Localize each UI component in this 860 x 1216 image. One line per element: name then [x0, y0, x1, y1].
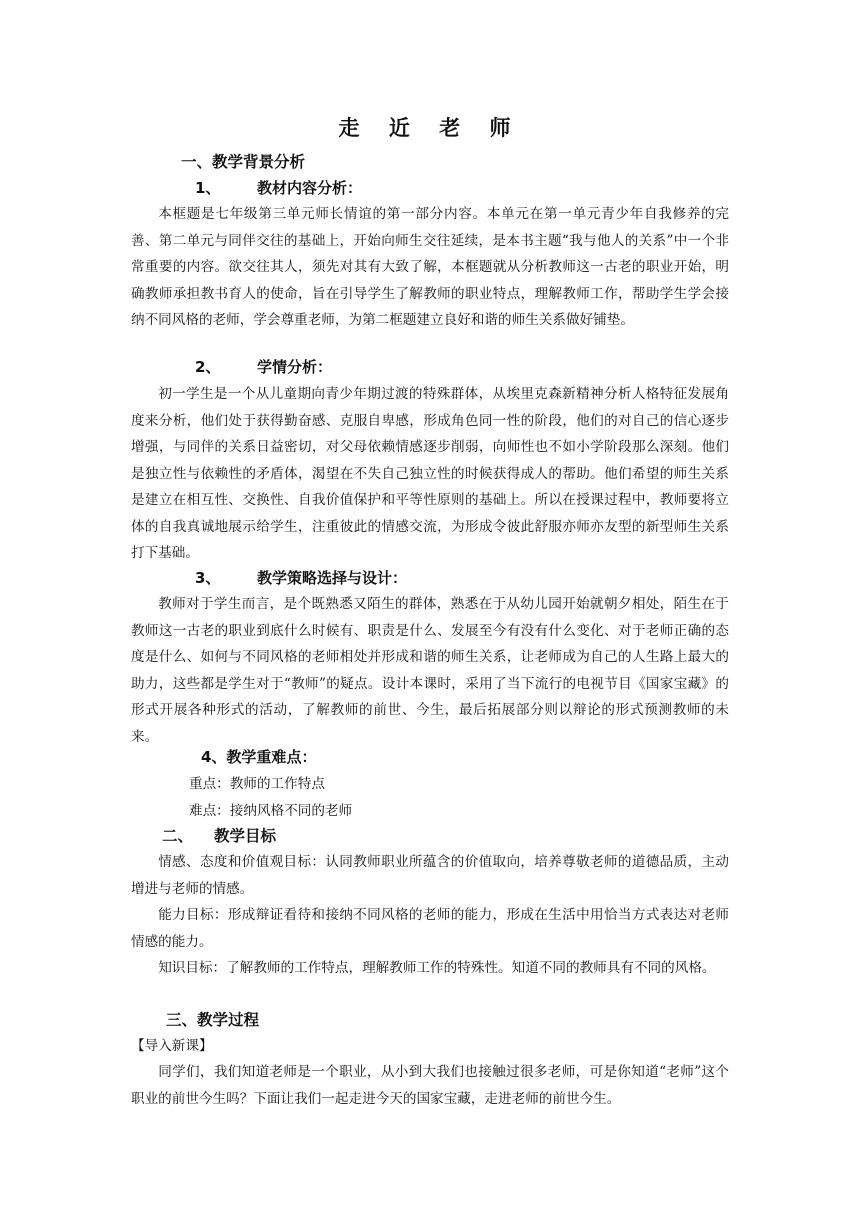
- difficulty-line: 难点：接纳风格不同的老师: [189, 803, 353, 819]
- goal-knowledge-paragraph: 知识目标：了解教师的工作特点，理解教师工作的特殊性。知道不同的教师具有不同的风格。: [158, 960, 716, 976]
- section1-heading: 一、教学背景分析: [181, 153, 306, 171]
- sub3-number: 3、: [195, 569, 221, 587]
- goal-ability-paragraph: 能力目标：形成辩证看待和接纳不同风格的老师的能力，形成在生活中用恰当方式表达对老师情感的能力。: [131, 907, 729, 950]
- sub2-paragraph: 初一学生是一个从儿童期向青少年期过渡的特殊群体，从埃里克森新精神分析人格特征发展角度来分析，他们处于获得勤奋感、克服自卑感，形成角色同一性的阶段，他们的对自己的信心逐步增强，与同伴的关系日益密切，对父母依赖情感逐步削弱，向师性也不如小学阶段那么深刻。他们是独立性与依赖性的矛盾体，渴望在不失自己独立性的时候获得成人的帮助。他们希望的师生关系是建立在相互性、交换性、自我价值保护和平等性原则的基础上。所以在授课过程中，教师要将立体的自我真诚地展示给学生，注重彼此的情感交流，为形成令彼此舒服亦师亦友型的新型师生关系打下基础。: [131, 386, 729, 561]
- goal-emotion-paragraph: 情感、态度和价值观目标：认同教师职业所蕴含的价值取向，培养尊敬老师的道德品质，主动增进与老师的情感。: [131, 854, 729, 897]
- section1-sub3-heading: [195, 566, 407, 590]
- section1-sub1-heading: [195, 176, 362, 200]
- section2-number: 二、: [162, 827, 194, 845]
- sub3-paragraph: 教师对于学生而言，是个既熟悉又陌生的群体，熟悉在于从幼儿园开始就朝夕相处，陌生在于教师这一古老的职业到底什么时候有、职责是什么、发展至今有没有什么变化、对于老师正确的态度是什么、如何与不同风格的老师相处并形成和谐的师生关系，让老师成为自己的人生路上最大的助力，这些都是学生对于“教师”的疑点。设计本课时，采用了当下流行的电视节目《国家宝藏》的形式开展各种形式的活动，了解教师的前世、今生，最后拓展部分则以辩论的形式预测教师的未来。: [131, 596, 729, 745]
- section1-sub2-heading: [195, 355, 332, 379]
- section2-label: 教学目标: [214, 827, 277, 845]
- section3-heading: 三、教学过程: [166, 1011, 260, 1029]
- sub1-number: 1、: [195, 179, 221, 197]
- sub2-number: 2、: [195, 358, 221, 376]
- document-title: 走 近 老 师: [338, 116, 522, 140]
- section1-sub4-heading: 4、教学重难点：: [201, 748, 317, 766]
- sub3-label: 教学策略选择与设计：: [257, 569, 408, 587]
- sub1-paragraph: 本框题是七年级第三单元师长情谊的第一部分内容。本单元在第一单元青少年自我修养的完善、第二单元与同伴交往的基础上，开始向师生交往延续，是本书主题“我与他人的关系”中一个非常重要的内容。欲交往其人，须先对其有大致了解，本框题就从分析教师这一古老的职业开始，明确教师承担教书育人的使命，旨在引导学生了解教师的职业特点，理解教师工作，帮助学生学会接纳不同风格的老师，学会尊重老师，为第二框题建立良好和谐的师生关系做好铺垫。: [131, 206, 729, 328]
- key-point-line: 重点：教师的工作特点: [189, 776, 325, 792]
- sub1-label: 教材内容分析：: [257, 179, 363, 197]
- intro-paragraph: 同学们，我们知道老师是一个职业，从小到大我们也接触过很多老师，可是你知道“老师”这个职业的前世今生吗？下面让我们一起走进今天的国家宝藏，走进老师的前世今生。: [131, 1064, 729, 1107]
- intro-label: 【导入新课】: [131, 1038, 213, 1054]
- section2-heading: [162, 824, 276, 848]
- sub2-label: 学情分析：: [257, 358, 333, 376]
